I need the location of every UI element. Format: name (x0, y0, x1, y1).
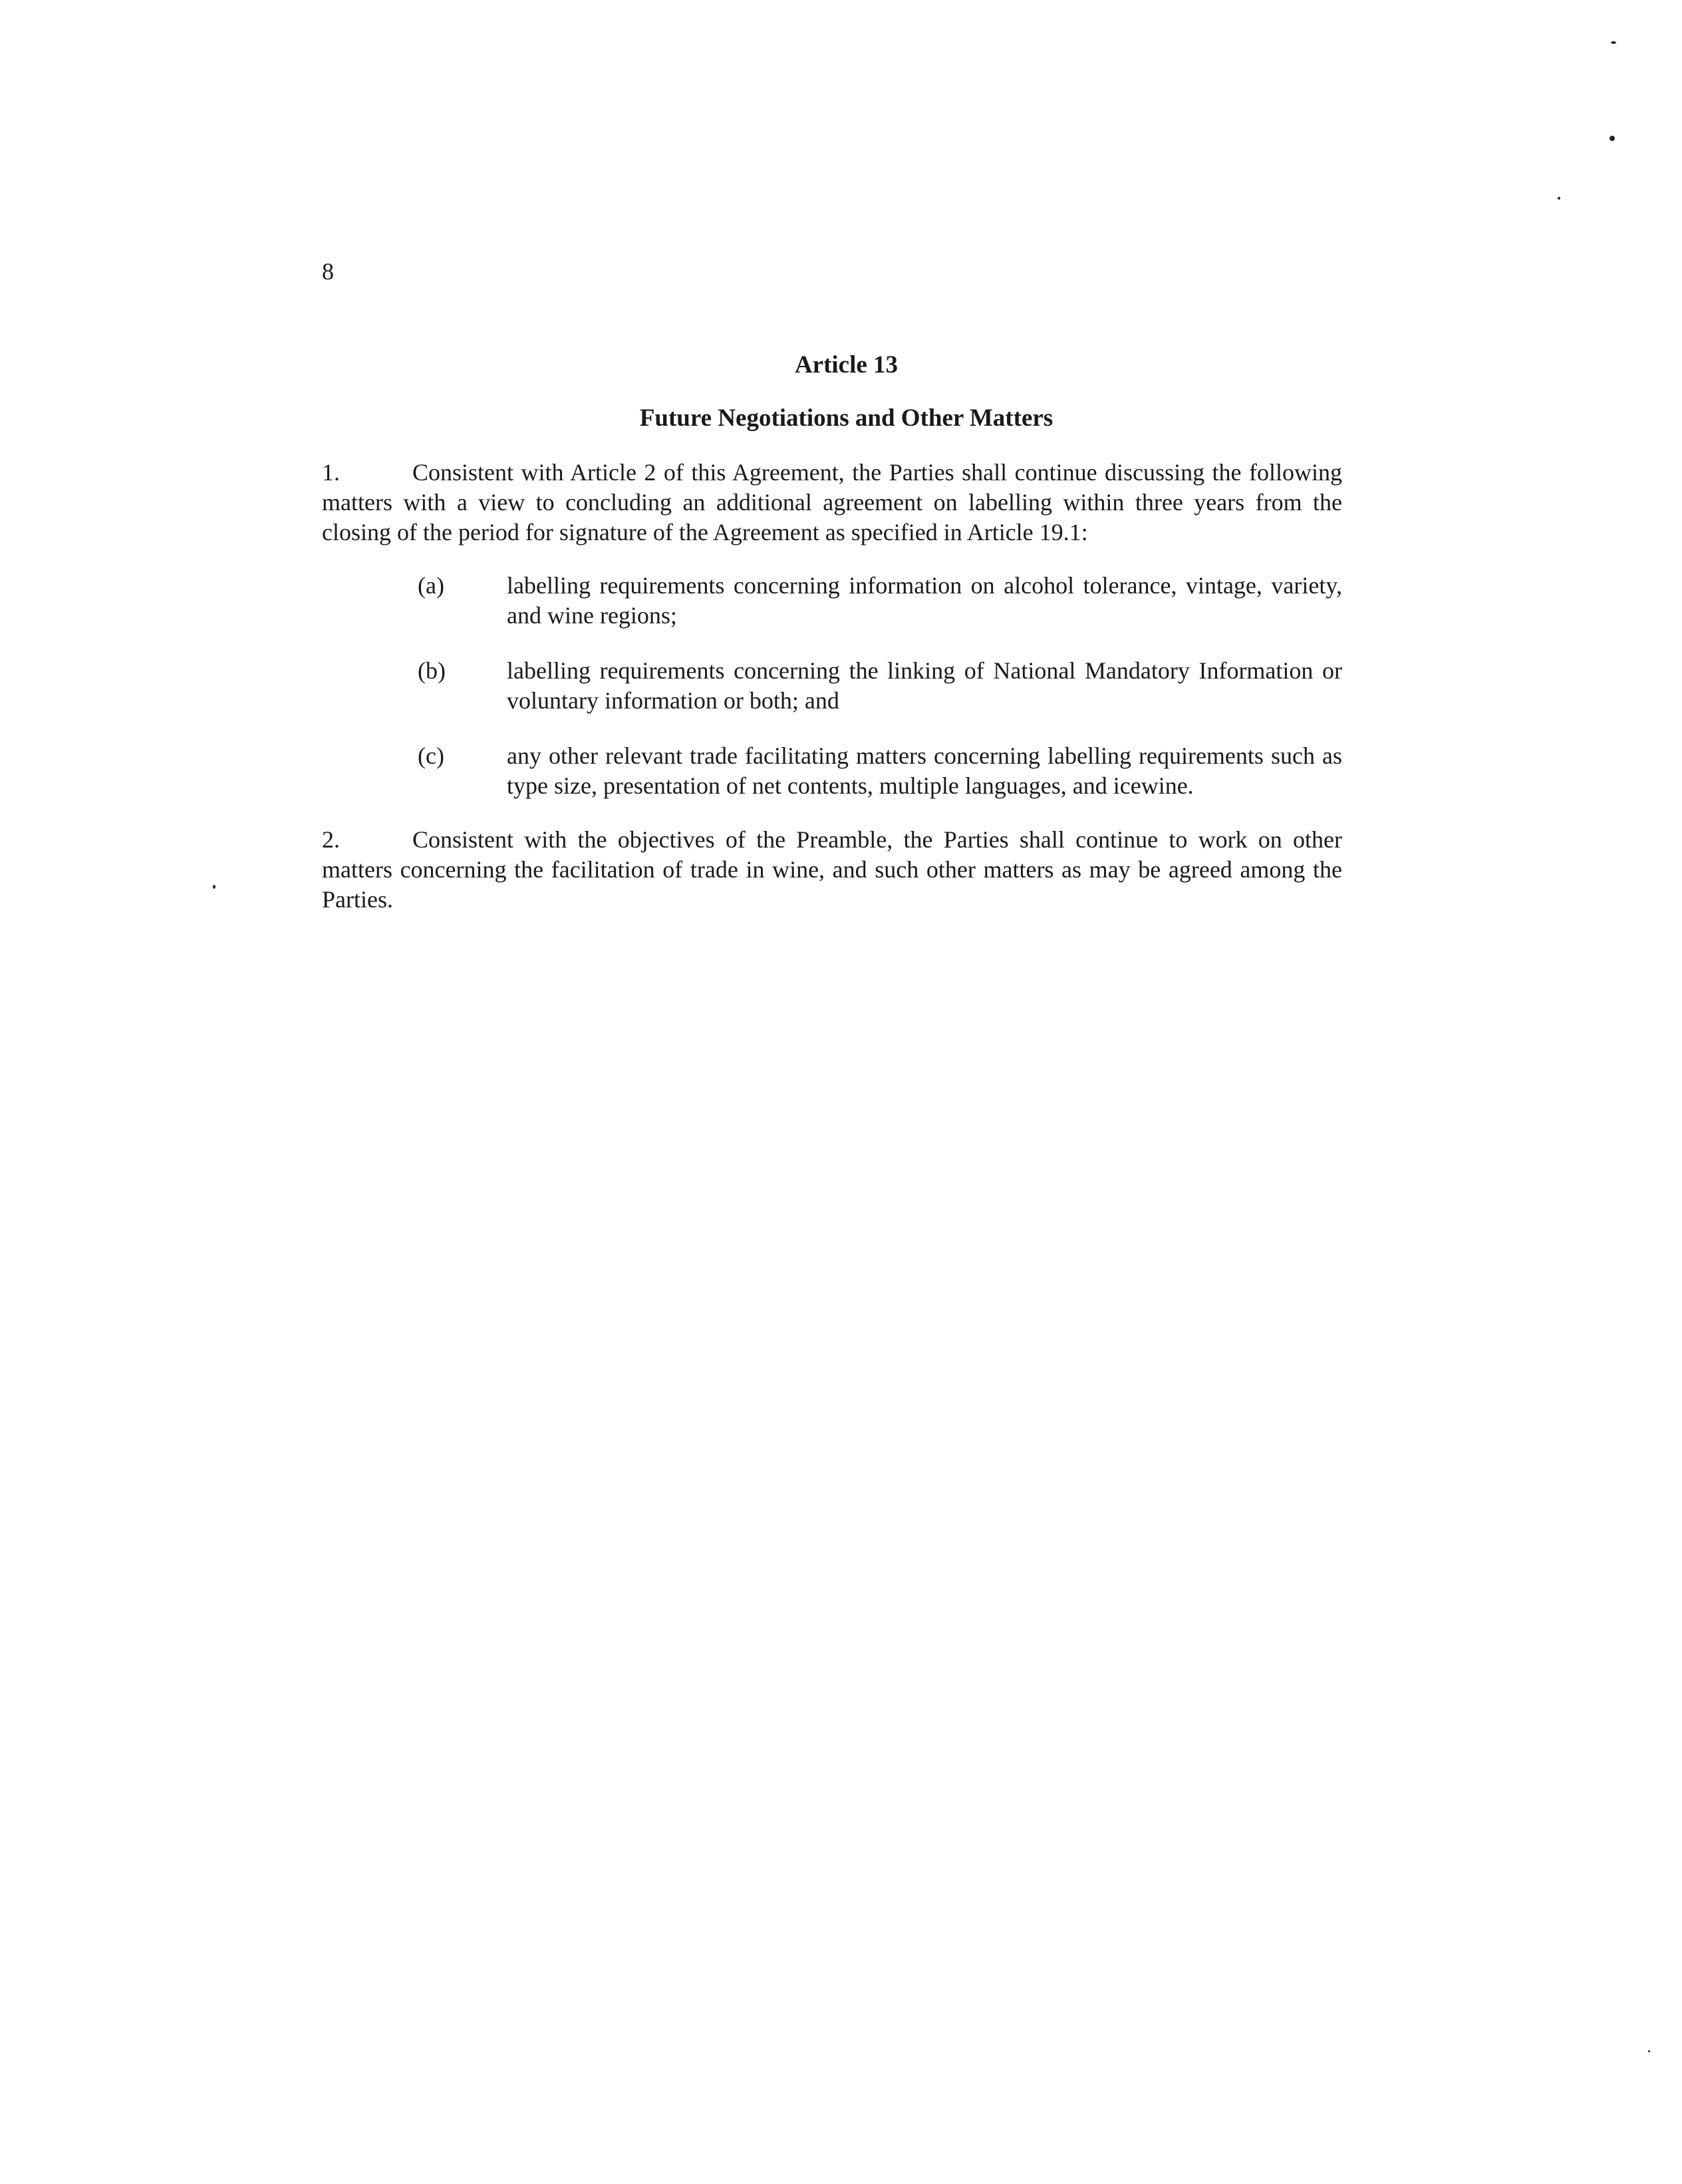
paragraph-1-text: Consistent with Article 2 of this Agreement, the Parties shall continue discussing the following matters with a view to concluding an additional agreement on labelling within three years from the closing of the period for signature of the Agreement as specified in Article 19.1: (322, 459, 1342, 546)
article-title: Article 13 (794, 351, 899, 379)
scan-speck (1610, 136, 1615, 141)
list-item-c-label: (c) (418, 742, 444, 769)
scan-speck (1648, 2050, 1650, 2052)
paragraph-1-number: 1. (322, 459, 340, 486)
article-subtitle: Future Negotiations and Other Matters (639, 404, 1053, 432)
paragraph-2-text: Consistent with the objectives of the Preamble, the Parties shall continue to work on other matters concerning the facilitation of trade in wine, and such other matters as may be agreed among the Parties. (322, 826, 1342, 913)
list-item-c-text: any other relevant trade facilitating matters concerning labelling requirements such as type size, presentation of net contents, multiple languages, and icewine. (507, 742, 1342, 799)
list-item-a-text: labelling requirements concerning information on alcohol tolerance, vintage, variety, and wine regions; (507, 572, 1342, 629)
page-number: 8 (322, 258, 334, 285)
scan-speck (1558, 197, 1560, 200)
list-item-b-label: (b) (418, 657, 446, 684)
scan-speck (1611, 41, 1616, 44)
paragraph-2 (322, 825, 1342, 915)
paragraph-2-number: 2. (322, 826, 340, 853)
scan-speck (213, 885, 215, 889)
list-item-b-text: labelling requirements concerning the linking of National Mandatory Information or voluntary information or both; and (507, 657, 1342, 714)
paragraph-1 (322, 458, 1342, 547)
list-item-a-label: (a) (418, 572, 444, 599)
